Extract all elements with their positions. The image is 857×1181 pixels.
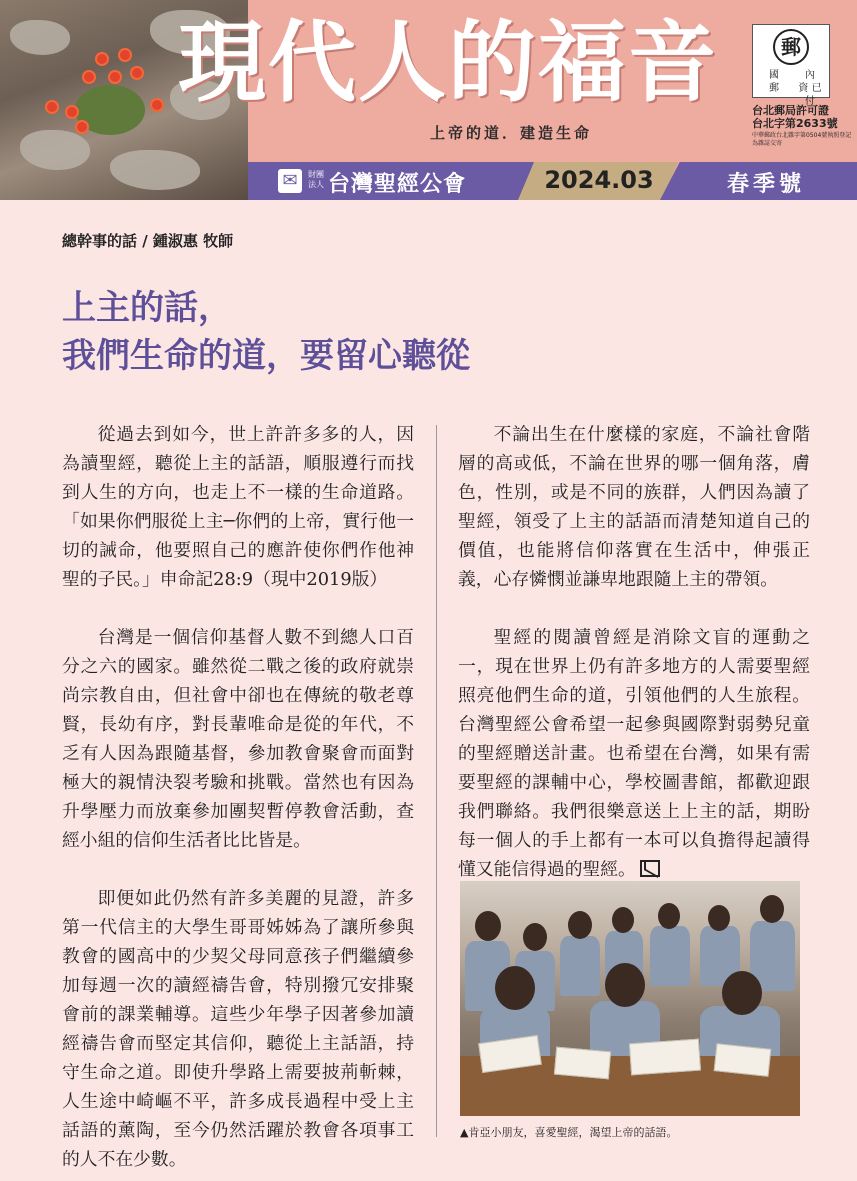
kenya-children-photo: [460, 881, 800, 1116]
paragraph: 不論出生在什麼樣的家庭，不論社會階層的高或低，不論在世界的哪一個角落，膚色，性別，或是不同的族群，人們因為讀了聖經，領受了上主的話語而清楚知道自己的價值，也能將信仰落實在生活中，伸張正義，心存憐憫並謙卑地跟隨上主的帶領。: [458, 424, 810, 590]
issue-date: 2024.03: [544, 166, 654, 194]
column-divider: [436, 425, 437, 1137]
end-mark-icon: [640, 860, 660, 877]
title-line-2: 我們生命的道，要留心聽從: [62, 336, 470, 376]
postage-permit: [752, 104, 838, 130]
permit-line-1: 台北郵局許可證: [752, 104, 829, 117]
paragraph-text: 聖經的閱讀曾經是消除文盲的運動之一，現在世界上仍有許多地方的人需要聖經照亮他們生命的道，引領他們的人生旅程。台灣聖經公會希望一起參與國際對弱勢兒童的聖經贈送計畫。也希望在台灣，如果有需要聖經的課輔中心，學校圖書館，都歡迎跟我們聯絡。我們很樂意送上上主的話，期盼每一個人的手上都有一本可以負擔得起讀得懂又能信得過的聖經。: [458, 627, 810, 880]
postage-stamp-box: [752, 24, 830, 107]
article-column-right: [458, 420, 810, 884]
article-column-left: [62, 420, 414, 1174]
paragraph-last: [458, 623, 810, 884]
article-title: [62, 284, 470, 380]
article-byline: 總幹事的話 / 鍾淑惠 牧師: [62, 232, 234, 250]
issue-band: [248, 162, 857, 200]
paragraph: 即便如此仍然有許多美麗的見證，許多第一代信主的大學生哥哥姊姊為了讓所參與教會的國高中的少契父母同意孩子們繼續參加每週一次的讀經禱告會，特別撥冗安排聚會前的課業輔導。這些少年學子因著參加讀經禱告會而堅定其信仰，聽從上主話語，持守生命之道。即使升學路上需要披荊斬棘，人生途中崎嶇不平，許多成長過程中受上主話語的薰陶，至今仍然活躍於教會各項事工的人不在少數。: [62, 888, 414, 1170]
paragraph: 台灣是一個信仰基督人數不到總人口百分之六的國家。雖然從二戰之後的政府就崇尚宗教自由，但社會中卻也在傳統的敬老尊賢，長幼有序，對長輩唯命是從的年代，不乏有人因為跟隨基督，參加教會聚會而面對極大的親情決裂考驗和挑戰。當然也有因為升學壓力而放棄參加團契暫停教會活動，查經小組的信仰生活者比比皆是。: [62, 627, 414, 851]
postage-left-text: 國 郵: [769, 70, 779, 94]
postage-mark-icon: 郵: [773, 29, 809, 65]
photo-caption: ▲肯亞小朋友，喜愛聖經，渴望上帝的話語。: [460, 1126, 678, 1139]
postage-right-text: 內 資 已 付: [798, 70, 822, 107]
masthead-title: 現代人的福音: [178, 10, 719, 114]
society-name: 台灣聖經公會: [328, 172, 467, 197]
masthead-tagline: 上帝的道．建造生命: [430, 124, 593, 142]
paragraph: 從過去到如今，世上許許多多的人，因為讀聖經，聽從上主的話語，順服遵行而找到人生的方向，也走上不一樣的生命道路。「如果你們服從上主─你們的上帝，實行他一切的誡命，他要照自己的應許使你們作他神聖的子民。」申命記28:9（現中2019版）: [62, 424, 414, 590]
masthead-header: [0, 0, 857, 200]
society-prefix: 財團法人: [308, 170, 324, 189]
postage-fine-print: 中華郵政台北雜字第0504號執照登記為雜誌交寄: [752, 132, 852, 147]
title-line-1: 上主的話，: [62, 288, 232, 328]
permit-line-2: 台北字第2633號: [752, 117, 838, 130]
issue-season: 春季號: [726, 172, 805, 197]
bible-society-logo-icon: ✉: [278, 169, 302, 193]
